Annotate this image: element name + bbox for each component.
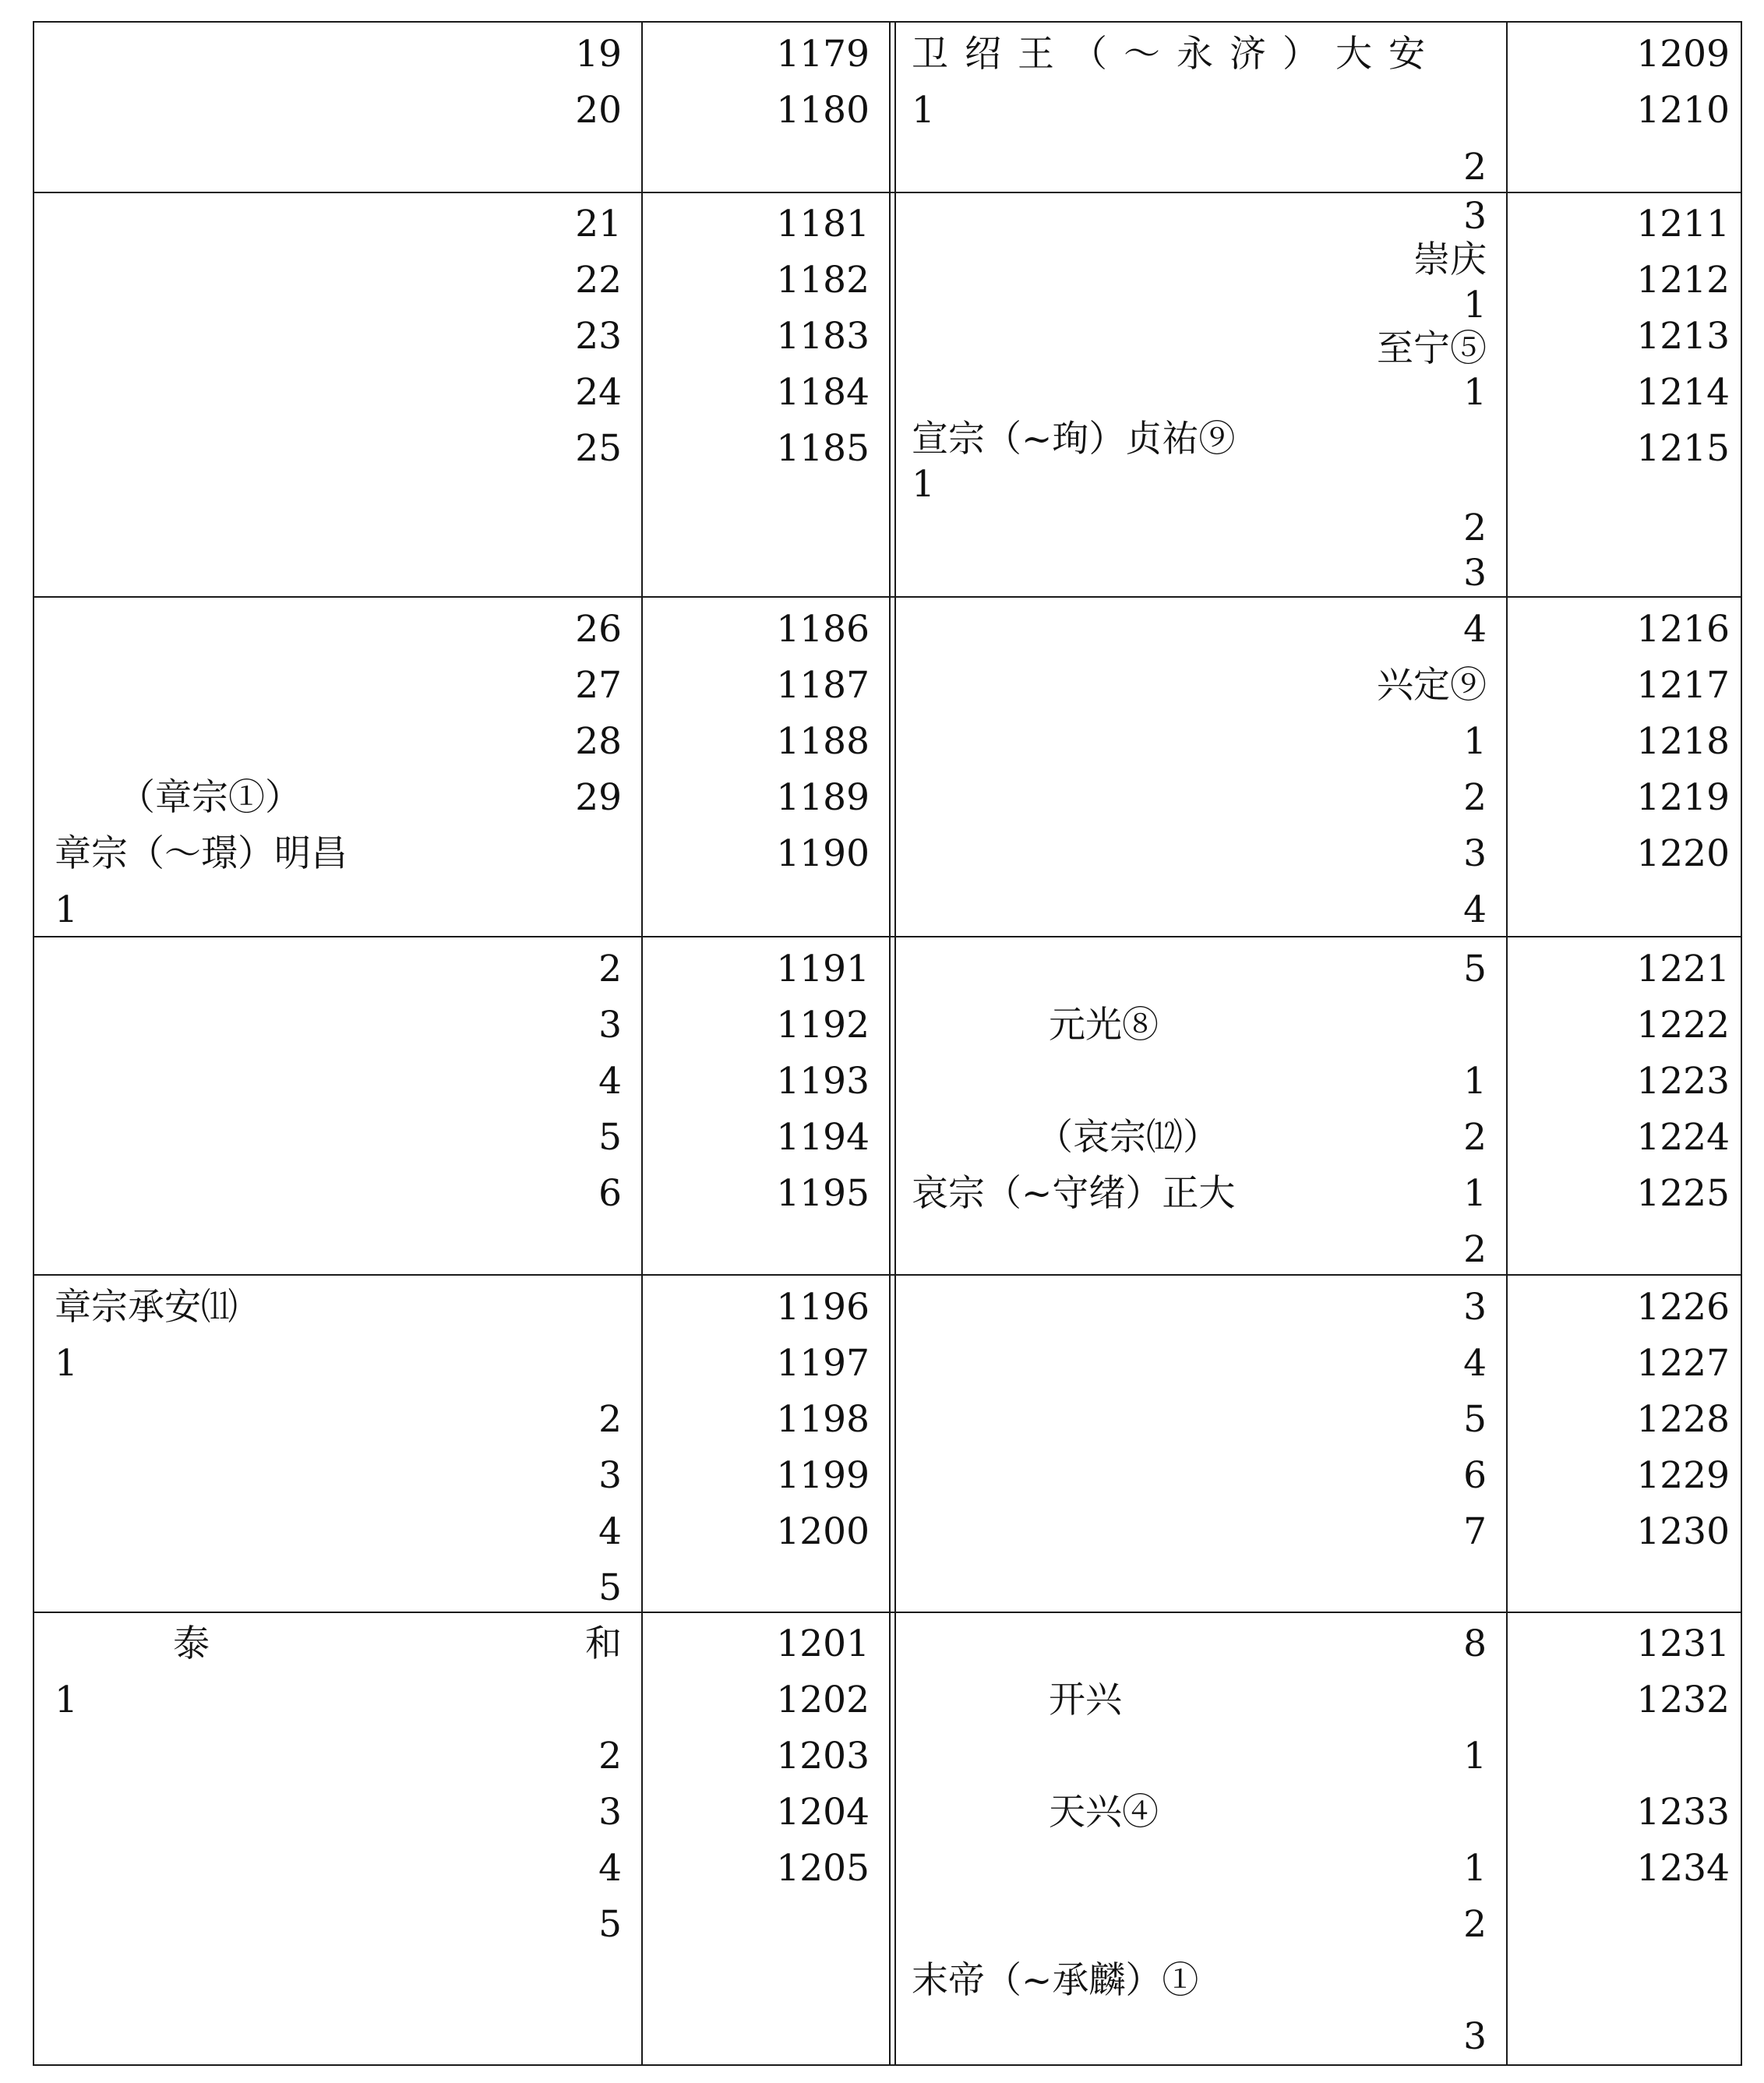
reign-year: 1	[1463, 1735, 1487, 1778]
ad-year: 1181	[776, 203, 870, 245]
column-divider-2-right	[894, 21, 896, 2066]
ad-year: 1197	[776, 1342, 870, 1385]
reign-year: 8	[1463, 1622, 1487, 1665]
reign-year: 5	[598, 1566, 622, 1609]
era-name: 开兴	[1049, 1679, 1122, 1721]
era-name: 天兴④	[1049, 1791, 1159, 1834]
reign-year: 22	[575, 259, 622, 302]
reign-year: 1	[55, 888, 78, 931]
reign-year: 7	[1463, 1510, 1487, 1553]
reign-year: 20	[575, 89, 622, 132]
reign-year: 2	[1463, 146, 1487, 189]
reign-year: 2	[1463, 1116, 1487, 1159]
ad-year: 1199	[776, 1454, 870, 1497]
reign-year: 27	[575, 664, 622, 707]
table-border-bottom	[33, 2064, 1742, 2066]
ad-year: 1211	[1636, 203, 1730, 245]
era-note: （章宗①）	[118, 776, 302, 819]
reign-year: 3	[1463, 552, 1487, 595]
ad-year: 1187	[776, 664, 870, 707]
ad-year: 1192	[776, 1004, 870, 1047]
reign-year: 28	[575, 720, 622, 763]
ad-year: 1202	[776, 1679, 870, 1721]
row-divider-4	[33, 1274, 1742, 1276]
ad-year: 1203	[776, 1735, 870, 1778]
ad-year: 1227	[1636, 1342, 1730, 1385]
reign-year: 3	[1463, 2015, 1487, 2058]
reign-year: 1	[1463, 720, 1487, 763]
ad-year: 1186	[776, 608, 870, 651]
row-divider-2	[33, 596, 1742, 598]
ad-year: 1188	[776, 720, 870, 763]
ad-year: 1195	[776, 1172, 870, 1215]
table-border-right	[1741, 21, 1742, 2066]
column-divider-3	[1506, 21, 1508, 2066]
reign-year: 6	[598, 1172, 622, 1215]
era-name: 泰	[173, 1622, 210, 1665]
row-divider-1	[33, 192, 1742, 193]
ad-year: 1182	[776, 259, 870, 302]
era-name: 崇庆	[1413, 238, 1487, 281]
reign-year: 5	[598, 1116, 622, 1159]
ad-year: 1234	[1636, 1847, 1730, 1890]
ad-year: 1230	[1636, 1510, 1730, 1553]
ad-year: 1228	[1636, 1398, 1730, 1441]
ad-year: 1201	[776, 1622, 870, 1665]
reign-year: 1	[912, 463, 935, 506]
reign-year: 6	[1463, 1454, 1487, 1497]
ad-year: 1190	[776, 832, 870, 875]
reign-year: 25	[575, 427, 622, 470]
ad-year: 1220	[1636, 832, 1730, 875]
column-divider-2-left	[889, 21, 891, 2066]
reign-year: 3	[598, 1791, 622, 1834]
ad-year: 1233	[1636, 1791, 1730, 1834]
ad-year: 1183	[776, 315, 870, 358]
reign-year: 1	[912, 89, 935, 132]
ad-year: 1219	[1636, 776, 1730, 819]
table-border-left	[33, 21, 34, 2066]
ad-year: 1224	[1636, 1116, 1730, 1159]
reign-year: 4	[598, 1060, 622, 1103]
reign-year: 3	[1463, 1286, 1487, 1329]
era-name: 至宁⑤	[1377, 327, 1487, 370]
reign-year: 1	[1463, 1847, 1487, 1890]
reign-year: 26	[575, 608, 622, 651]
reign-year: 1	[55, 1679, 78, 1721]
reign-year: 21	[575, 203, 622, 245]
era-name: 和	[585, 1622, 622, 1665]
ad-year: 1232	[1636, 1679, 1730, 1721]
ad-year: 1229	[1636, 1454, 1730, 1497]
ad-year: 1193	[776, 1060, 870, 1103]
ad-year: 1194	[776, 1116, 870, 1159]
reign-year: 1	[1463, 1060, 1487, 1103]
reign-year: 4	[598, 1510, 622, 1553]
ad-year: 1184	[776, 371, 870, 414]
reign-year: 5	[1463, 948, 1487, 990]
reign-year: 5	[1463, 1398, 1487, 1441]
reign-year: 1	[55, 1342, 78, 1385]
ad-year: 1221	[1636, 948, 1730, 990]
row-divider-5	[33, 1612, 1742, 1613]
era-name: 末帝（~承麟）①	[912, 1959, 1199, 2002]
reign-year: 29	[575, 776, 622, 819]
ad-year: 1231	[1636, 1622, 1730, 1665]
era-name: 宣宗（~珣）贞祐⑨	[912, 418, 1236, 461]
era-name: 哀宗（~守绪）正大	[912, 1172, 1236, 1215]
era-name: 元光⑧	[1049, 1004, 1159, 1047]
reign-year: 2	[1463, 1228, 1487, 1271]
ad-year: 1209	[1636, 33, 1730, 76]
ad-year: 1216	[1636, 608, 1730, 651]
reign-year: 2	[1463, 1903, 1487, 1946]
ad-year: 1217	[1636, 664, 1730, 707]
ad-year: 1179	[776, 33, 870, 76]
ad-year: 1180	[776, 89, 870, 132]
ad-year: 1226	[1636, 1286, 1730, 1329]
ad-year: 1205	[776, 1847, 870, 1890]
reign-year: 2	[1463, 776, 1487, 819]
ad-year: 1196	[776, 1286, 870, 1329]
ad-year: 1215	[1636, 427, 1730, 470]
reign-year: 2	[598, 948, 622, 990]
ad-year: 1191	[776, 948, 870, 990]
reign-year: 23	[575, 315, 622, 358]
ad-year: 1210	[1636, 89, 1730, 132]
column-divider-1	[641, 21, 643, 2066]
era-name: 卫绍王（～永济）大安	[912, 33, 1441, 76]
ad-year: 1214	[1636, 371, 1730, 414]
reign-year: 2	[598, 1398, 622, 1441]
reign-year: 4	[1463, 888, 1487, 931]
era-name: 章宗承安⑾	[55, 1286, 238, 1329]
ad-year: 1185	[776, 427, 870, 470]
reign-year: 24	[575, 371, 622, 414]
reign-year: 3	[598, 1454, 622, 1497]
reign-year: 19	[575, 33, 622, 76]
reign-year: 4	[1463, 608, 1487, 651]
ad-year: 1189	[776, 776, 870, 819]
reign-year: 1	[1463, 371, 1487, 414]
reign-year: 5	[598, 1903, 622, 1946]
reign-year: 4	[598, 1847, 622, 1890]
row-divider-3	[33, 936, 1742, 937]
reign-year: 2	[598, 1735, 622, 1778]
era-name: 章宗（～璟）明昌	[55, 832, 348, 875]
table-border-top	[33, 21, 1742, 23]
reign-year: 3	[1463, 832, 1487, 875]
reign-year: 3	[598, 1004, 622, 1047]
reign-year: 3	[1463, 195, 1487, 238]
era-note: （哀宗⑿）	[1036, 1116, 1219, 1159]
reign-year: 1	[1463, 284, 1487, 327]
reign-year: 1	[1463, 1172, 1487, 1215]
ad-year: 1225	[1636, 1172, 1730, 1215]
reign-year: 2	[1463, 507, 1487, 549]
ad-year: 1222	[1636, 1004, 1730, 1047]
era-name: 兴定⑨	[1377, 664, 1487, 707]
reign-year: 4	[1463, 1342, 1487, 1385]
ad-year: 1200	[776, 1510, 870, 1553]
ad-year: 1212	[1636, 259, 1730, 302]
ad-year: 1204	[776, 1791, 870, 1834]
ad-year: 1218	[1636, 720, 1730, 763]
ad-year: 1223	[1636, 1060, 1730, 1103]
ad-year: 1213	[1636, 315, 1730, 358]
ad-year: 1198	[776, 1398, 870, 1441]
